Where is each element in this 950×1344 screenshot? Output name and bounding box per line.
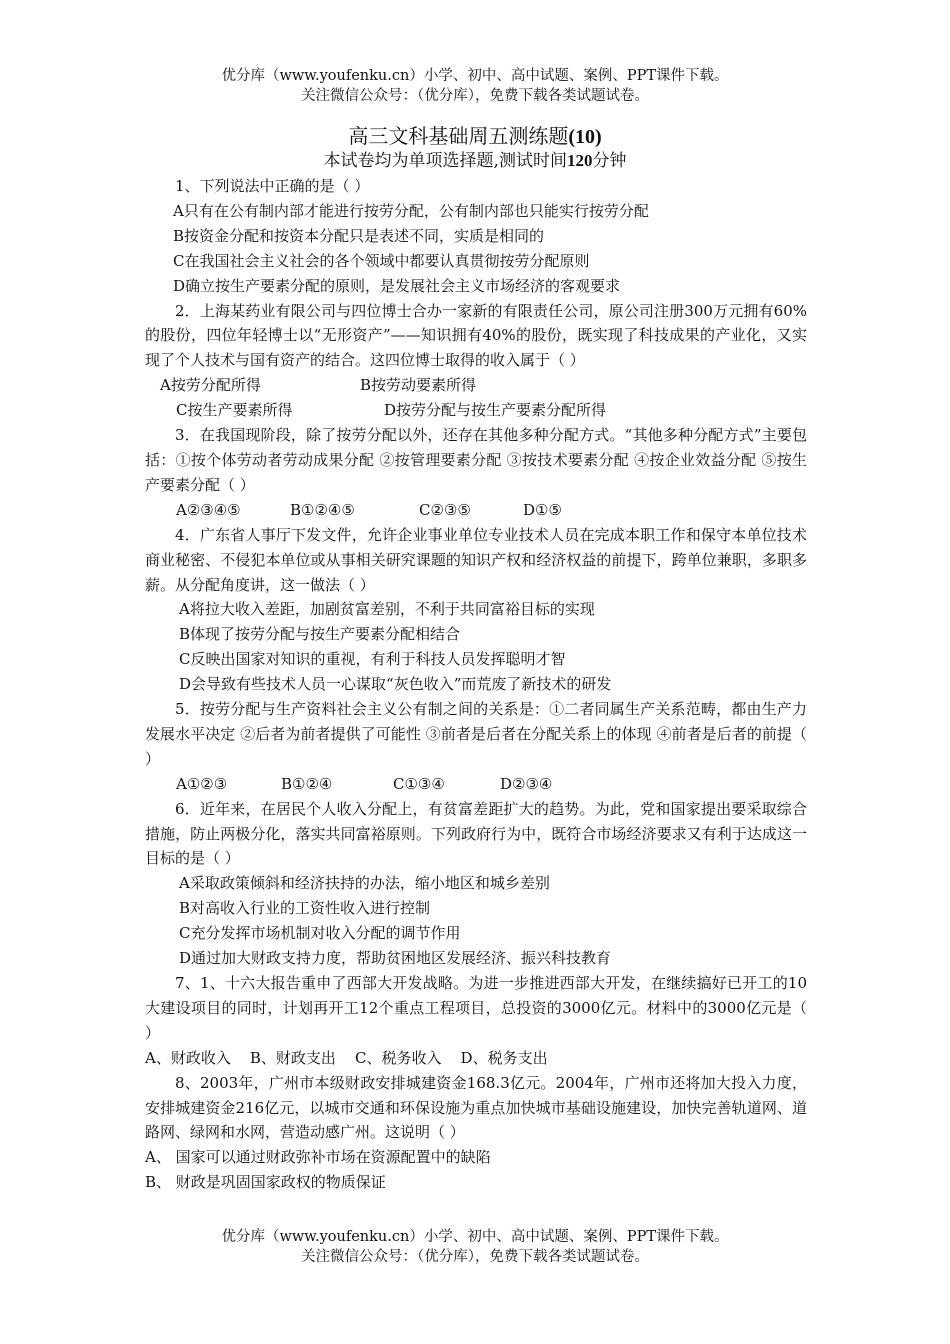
q2-option-b: B按劳动要素所得 — [360, 376, 477, 395]
q2-option-a: A按劳分配所得 — [160, 376, 261, 395]
q5-stem: 5．按劳分配与生产资料社会主义公有制之间的关系是：①二者同属生产关系范畴，都由生产力发展水平决定 ②后者为前者提供了可能性 ③前者是后者在分配关系上的体现 ④前者是后者的前提（ ） — [145, 700, 807, 768]
q6-option-c: C充分发挥市场机制对收入分配的调节作用 — [179, 924, 461, 943]
q5-option-d: D②③④ — [500, 774, 553, 793]
q1-option-c: C在我国社会主义社会的各个领域中都要认真贯彻按劳分配原则 — [173, 251, 590, 270]
q2-stem: 2．上海某药业有限公司与四位博士合办一家新的有限责任公司，原公司注册300万元拥有60%的股份，四位年轻博士以“无形资产”——知识拥有40%的股份，既实现了科技成果的产业化，又实现了个人技术与国有资产的结合。这四位博士取得的收入属于（ ） — [145, 301, 807, 370]
header-line-2: 关注微信公众号：（优分库），免费下载各类试题试卷。 — [301, 88, 649, 104]
q2-options-row-1 — [145, 373, 807, 398]
q6-stem: 6．近年来，在居民个人收入分配上，有贫富差距扩大的趋势。为此，党和国家提出要采取综合措施，防止两极分化，落实共同富裕原则。下列政府行为中，既符合市场经济要求又有利于达成这一目标的是（ ） — [145, 799, 807, 868]
subtitle-prefix: 本试卷均为单项选择题,测试时间 — [323, 151, 567, 171]
q2-options-row-2 — [145, 398, 807, 423]
q3-options-row — [145, 498, 807, 523]
question-list — [145, 174, 807, 1195]
q3-option-a: A②③④⑤ — [176, 500, 241, 519]
q6-option-a: A采取政策倾斜和经济扶持的办法，缩小地区和城乡差别 — [179, 874, 550, 893]
q6-option-b: B对高收入行业的工资性收入进行控制 — [179, 899, 431, 918]
q4-stem: 4．广东省人事厅下发文件，允许企业事业单位专业技术人员在完成本职工作和保守本单位技术商业秘密、不侵犯本单位或从事相关研究课题的知识产权和经济权益的前提下，跨单位兼职，多职多薪。从分配角度讲，这一做法（ ） — [145, 525, 807, 594]
q3-option-d: D①⑤ — [523, 500, 562, 519]
footer-line-1: 优分库（www.youfenku.cn）小学、初中、高中试题、案例、PPT课件下载。 — [221, 1229, 729, 1245]
q6-option-d: D通过加大财政支持力度，帮助贫困地区发展经济、振兴科技教育 — [179, 949, 612, 968]
q1-option-a: A只有在公有制内部才能进行按劳分配，公有制内部也只能实行按劳分配 — [173, 201, 649, 220]
q4-option-a: A将拉大收入差距，加剧贫富差别，不利于共同富裕目标的实现 — [179, 600, 595, 619]
q5-options-row — [145, 772, 807, 797]
q5-option-b: B①②④ — [281, 774, 333, 793]
q3-option-b: B①②④⑤ — [290, 500, 355, 519]
q1-stem: 1、下列说法中正确的是（ ） — [175, 177, 370, 195]
subtitle-minutes: 120 — [566, 151, 593, 170]
footer-line-2: 关注微信公众号：（优分库），免费下载各类试题试卷。 — [301, 1249, 649, 1265]
q7-options: A、财政收入 B、财政支出 C、税务收入 D、税务支出 — [145, 1048, 548, 1067]
q5-option-c: C①③④ — [393, 774, 445, 793]
q2-option-d: D按劳分配与按生产要素分配所得 — [384, 401, 607, 420]
q2-option-c: C按生产要素所得 — [176, 401, 293, 420]
header-line-1: 优分库（www.youfenku.cn）小学、初中、高中试题、案例、PPT课件下载。 — [221, 68, 729, 84]
q3-stem: 3．在我国现阶段，除了按劳分配以外，还存在其他多种分配方式。“其他多种分配方式”主要包括：①按个体劳动者劳动成果分配 ②按管理要素分配 ③按技术要素分配 ④按企业效益分配 ⑤按生产要素分配（ ） — [145, 426, 807, 494]
q3-option-c: C②③⑤ — [419, 500, 471, 519]
page-subtitle — [0, 150, 950, 172]
q8-option-a: A、 国家可以通过财政弥补市场在资源配置中的缺陷 — [145, 1148, 491, 1167]
title-text: 高三文科基础周五测练题 — [348, 124, 569, 148]
title-number: (10) — [568, 126, 602, 148]
page-footer — [0, 1227, 950, 1267]
q1-option-d: D确立按生产要素分配的原则，是发展社会主义市场经济的客观要求 — [173, 276, 621, 295]
q4-option-d: D会导致有些技术人员一心谋取“灰色收入”而荒废了新技术的研发 — [179, 675, 612, 694]
q4-option-c: C反映出国家对知识的重视，有利于科技人员发挥聪明才智 — [179, 650, 566, 669]
subtitle-suffix: 分钟 — [592, 151, 627, 171]
q1-option-b: B按资金分配和按资本分配只是表述不同，实质是相同的 — [173, 226, 545, 245]
q8-stem: 8、2003年，广州市本级财政安排城建资金168.3亿元。2004年，广州市还将加大投入力度，安排城建资金216亿元，以城市交通和环保设施为重点加快城市基础设施建设，加快完善轨道网、道路网、绿网和水网，营造动感广州。这说明（ ） — [145, 1073, 807, 1142]
q5-option-a: A①②③ — [176, 774, 228, 793]
q4-option-b: B体现了按劳分配与按生产要素分配相结合 — [179, 625, 461, 644]
page-header — [0, 66, 950, 106]
page-title — [0, 123, 950, 150]
q8-option-b: B、 财政是巩固国家政权的物质保证 — [145, 1173, 386, 1192]
q7-stem: 7、1、十六大报告重申了西部大开发战略。为进一步推进西部大开发，在继续搞好已开工的10大建设项目的同时，计划再开工12个重点工程项目，总投资的3000亿元。材料中的3000亿元是（ ） — [145, 974, 807, 1042]
